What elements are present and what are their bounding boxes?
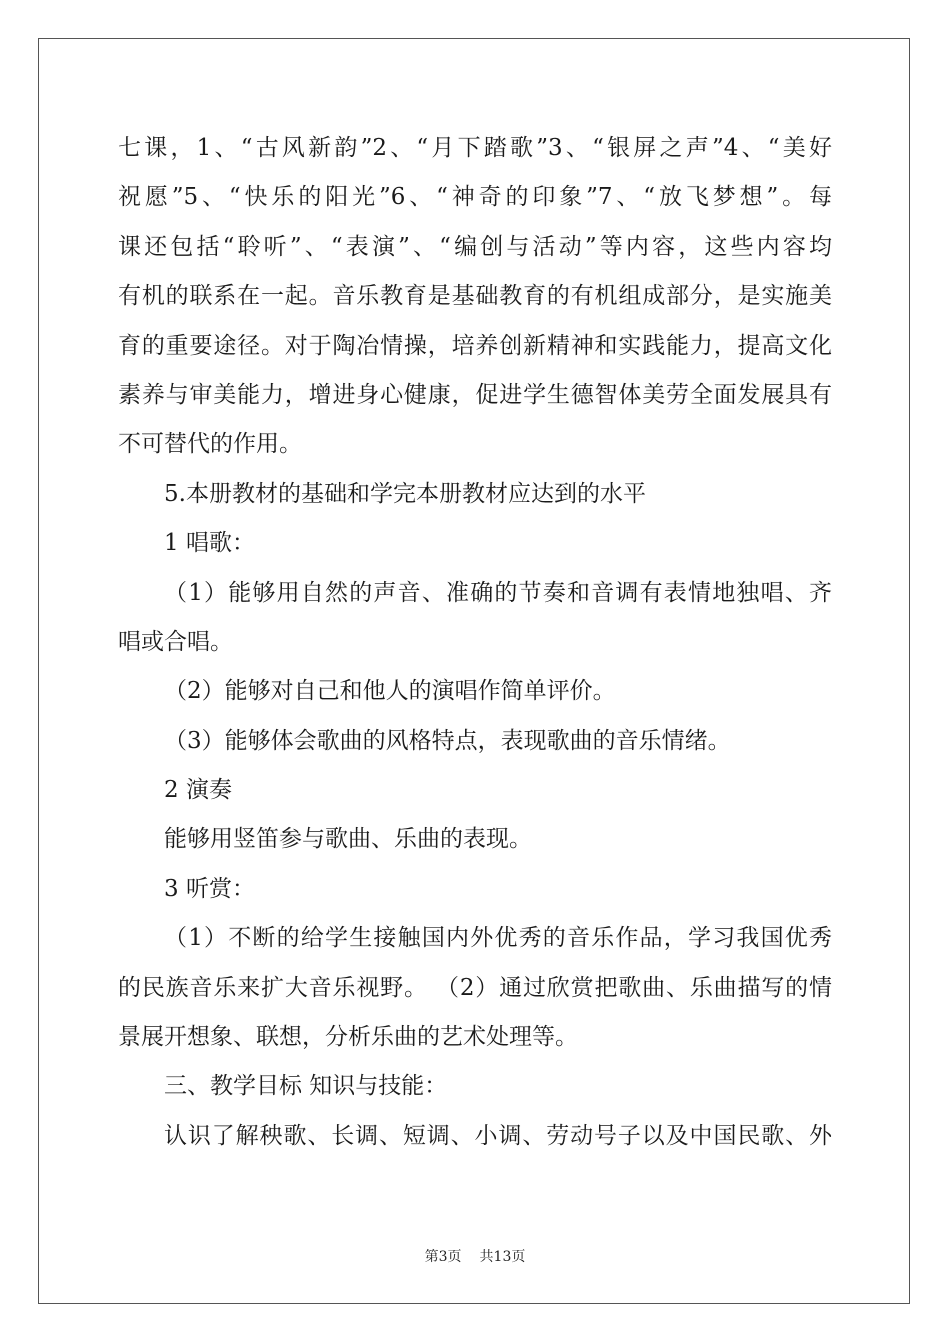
body-line: 课还包括“聆听”、“表演”、“编创与活动”等内容，这些内容均 [118, 233, 832, 260]
body-line: 不可替代的作用。 [118, 431, 302, 458]
section-heading: 5.本册教材的基础和学完本册教材应达到的水平 [164, 480, 646, 507]
body-line: 育的重要途径。对于陶冶情操，培养创新精神和实践能力，提高文化 [118, 332, 832, 359]
body-line: 七课，1、“古风新韵”2、“月下踏歌”3、“银屏之声”4、“美好 [118, 135, 832, 161]
document-body [118, 124, 832, 1161]
body-line: （1）能够用自然的声音、准确的节奏和音调有表情地独唱、齐 [164, 579, 832, 606]
body-line: 祝愿”5、“快乐的阳光”6、“神奇的印象”7、“放飞梦想”。每 [118, 184, 832, 211]
section-heading: 三、教学目标 知识与技能： [164, 1073, 448, 1100]
subsection-heading: 3 听赏： [164, 875, 255, 902]
body-line: （3）能够体会歌曲的风格特点，表现歌曲的音乐情绪。 [164, 727, 731, 754]
subsection-heading: 1 唱歌： [164, 530, 255, 557]
body-line: 唱或合唱。 [118, 628, 233, 655]
body-line: （1）不断的给学生接触国内外优秀的音乐作品，学习我国优秀 [164, 925, 832, 952]
body-line: 景展开想象、联想，分析乐曲的艺术处理等。 [118, 1024, 578, 1051]
total-pages: 共13页 [479, 1249, 526, 1265]
body-line: 有机的联系在一起。音乐教育是基础教育的有机组成部分，是实施美 [118, 283, 832, 310]
body-line: 素养与审美能力，增进身心健康，促进学生德智体美劳全面发展具有 [118, 381, 832, 408]
body-line: 认识了解秧歌、长调、短调、小调、劳动号子以及中国民歌、外 [164, 1122, 832, 1149]
body-line: 能够用竖笛参与歌曲、乐曲的表现。 [164, 826, 532, 853]
body-line: 的民族音乐来扩大音乐视野。 （2）通过欣赏把歌曲、乐曲描写的情 [118, 974, 832, 1001]
page-footer [0, 1246, 950, 1266]
subsection-heading: 2 演奏 [164, 777, 232, 804]
page-number: 第3页 [424, 1249, 462, 1265]
body-line: （2）能够对自己和他人的演唱作简单评价。 [164, 678, 616, 705]
